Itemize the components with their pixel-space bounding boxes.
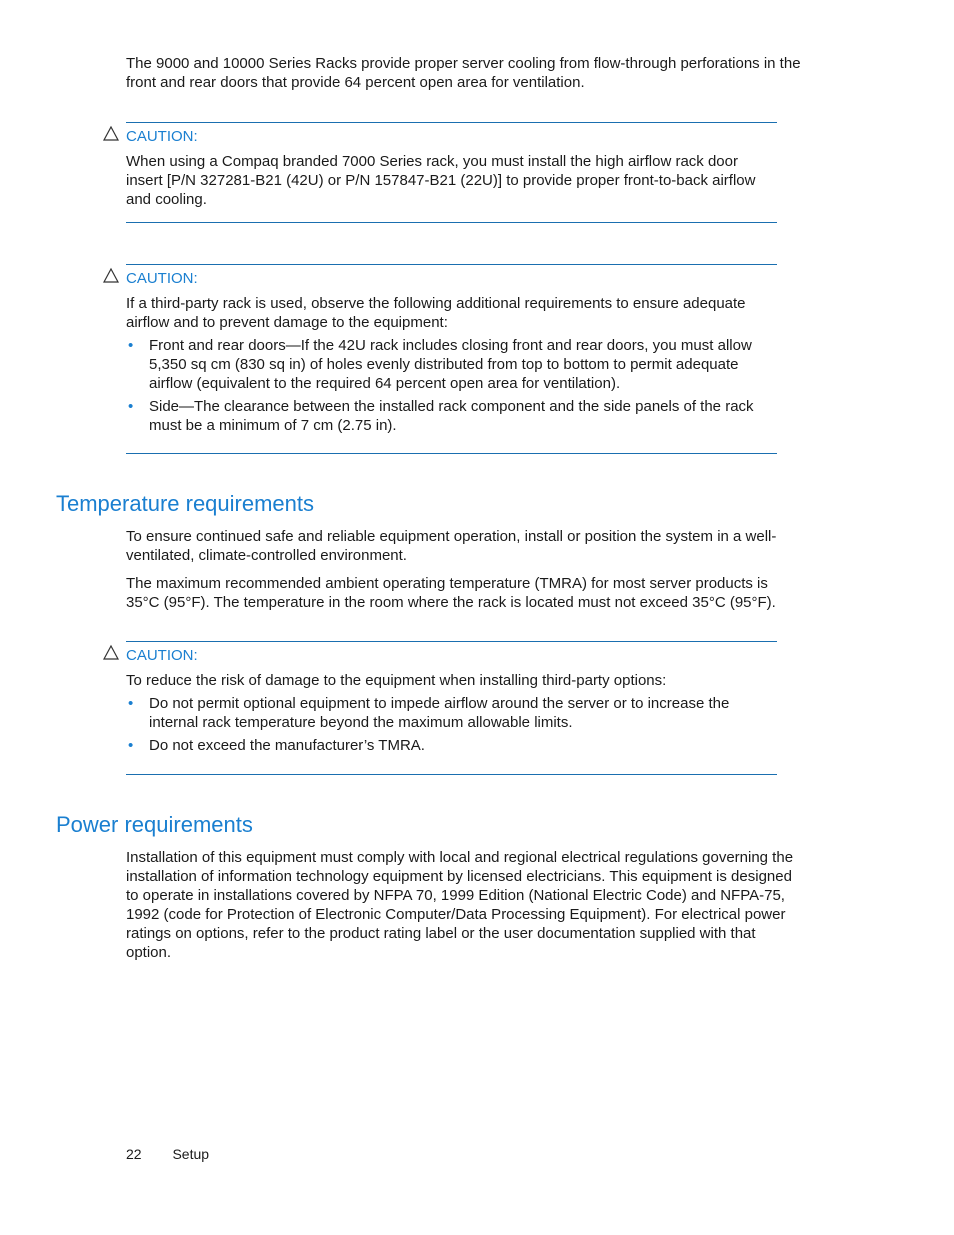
list-item-text: Do not exceed the manufacturer’s TMRA. <box>149 737 425 754</box>
list-item <box>126 336 777 393</box>
caution-text: If a third-party rack is used, observe the following additional requirements to ensure adequate airflow and to prevent damage to the equipment: <box>126 295 746 331</box>
caution-text: When using a Compaq branded 7000 Series rack, you must install the high airflow rack door insert [P/N 327281-B21 (42U) or P/N 157847-B21 (22U)] to provide proper front-to-back airflow and cooling. <box>126 153 756 208</box>
bullet-dot: • <box>128 737 134 754</box>
bullet-dot: • <box>128 337 134 354</box>
caution-box-third-party-options <box>126 641 777 775</box>
caution-header <box>126 646 777 665</box>
caution-box-rack-insert <box>126 122 777 223</box>
list-item <box>126 397 777 435</box>
caution-label: CAUTION: <box>126 128 198 145</box>
bullet-dot: • <box>128 398 134 415</box>
section-heading-power: Power requirements <box>56 812 253 837</box>
page-number: 22 <box>126 1146 142 1162</box>
section-heading-temperature: Temperature requirements <box>56 491 315 516</box>
caution-bullet-list <box>126 336 777 435</box>
caution-label: CAUTION: <box>126 647 198 664</box>
caution-triangle-icon <box>102 267 120 285</box>
intro-paragraph: The 9000 and 10000 Series Racks provide proper server cooling from flow-through perforations in the front and rear doors that provide 64 percent open area for ventilation. <box>126 55 801 91</box>
list-item <box>126 694 777 732</box>
page-footer <box>126 1145 209 1164</box>
caution-header <box>126 269 777 288</box>
caution-triangle-icon <box>102 644 120 662</box>
caution-box-third-party-rack <box>126 264 777 454</box>
caution-label: CAUTION: <box>126 270 198 287</box>
list-item-text: Front and rear doors—If the 42U rack includes closing front and rear doors, you must allow 5,350 sq cm (830 sq in) of holes evenly distributed from top to bottom to permit adequate airflow (equivalent to the required 64 percent open area for ventilation). <box>149 337 752 392</box>
bullet-dot: • <box>128 695 134 712</box>
list-item <box>126 736 777 755</box>
power-paragraph: Installation of this equipment must comply with local and regional electrical regulations governing the installation of information technology equipment by licensed electricians. This equipment is designed to operate in installations covered by NFPA 70, 1999 Edition (National Electric Code) and NFPA-75, 1992 (code for Protection of Electronic Computer/Data Processing Equipment). For electrical power ratings on options, refer to the product rating label or the user documentation supplied with that option. <box>126 849 794 961</box>
caution-text: To reduce the risk of damage to the equipment when installing third-party options: <box>126 672 667 689</box>
temperature-paragraph-1: To ensure continued safe and reliable equipment operation, install or position the system in a well-ventilated, climate-controlled environment. <box>126 528 777 564</box>
temperature-paragraph-2: The maximum recommended ambient operating temperature (TMRA) for most server products is 35°C (95°F). The temperature in the room where the rack is located must not exceed 35°C (95°F). <box>126 575 776 611</box>
caution-triangle-icon <box>102 125 120 143</box>
list-item-text: Do not permit optional equipment to impede airflow around the server or to increase the internal rack temperature beyond the maximum allowable limits. <box>149 695 730 731</box>
list-item-text: Side—The clearance between the installed rack component and the side panels of the rack must be a minimum of 7 cm (2.75 in). <box>149 398 754 434</box>
caution-bullet-list <box>126 694 777 755</box>
caution-header <box>126 127 777 146</box>
footer-section-name: Setup <box>172 1146 210 1162</box>
